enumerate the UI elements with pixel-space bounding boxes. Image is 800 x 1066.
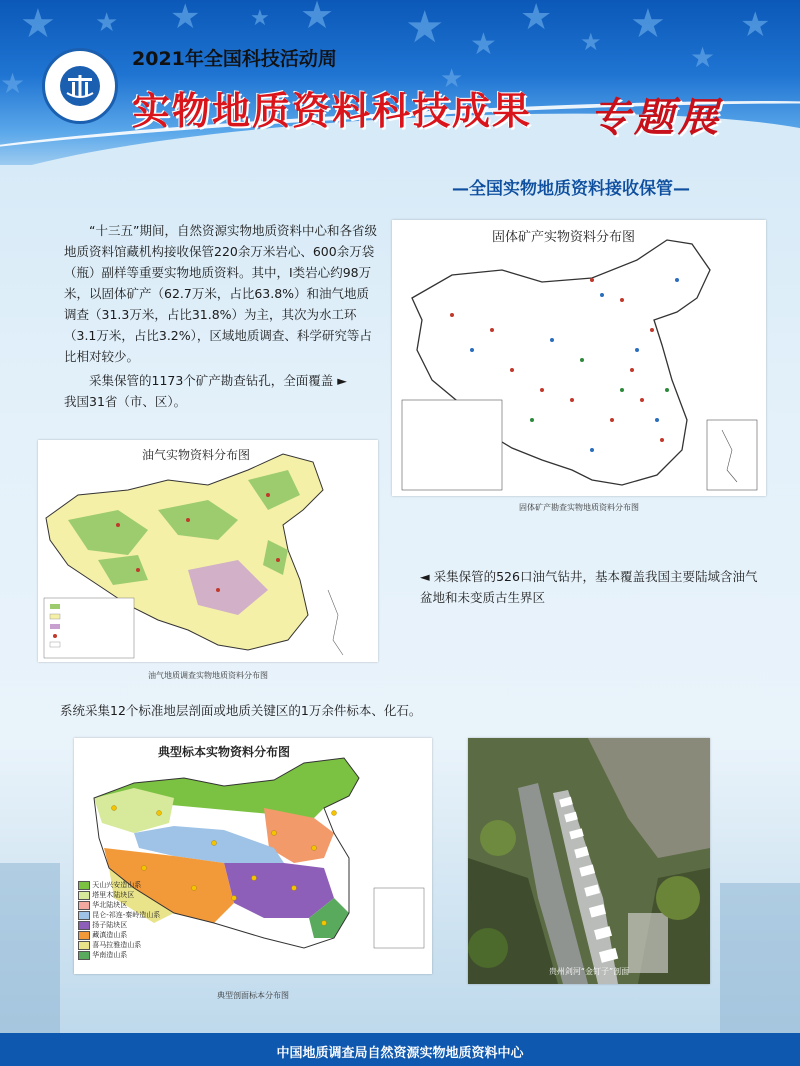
star-icon: ★ bbox=[690, 41, 716, 74]
legend-item: 华北陆块区 bbox=[78, 900, 127, 910]
star-icon: ★ bbox=[250, 6, 270, 31]
star-icon: ★ bbox=[170, 0, 201, 37]
star-icon: ★ bbox=[0, 67, 26, 100]
star-icon: ★ bbox=[740, 5, 771, 45]
star-icon: ★ bbox=[300, 0, 335, 37]
profiles-paragraph: 系统采集12个标准地层剖面或地质关键区的1万余件标本、化石。 bbox=[60, 703, 422, 718]
specimen-map-graphic bbox=[74, 738, 432, 974]
background-building bbox=[0, 863, 60, 1033]
header-banner bbox=[0, 0, 800, 165]
cgs-logo bbox=[42, 48, 118, 124]
oil-paragraph: ◄ 采集保管的526口油气钻井，基本覆盖我国主要陆域含油气盆地和未变质古生界区 bbox=[420, 569, 758, 605]
mineral-map bbox=[392, 220, 766, 496]
oil-map bbox=[38, 440, 378, 662]
oil-map-graphic bbox=[38, 440, 378, 662]
star-icon: ★ bbox=[520, 0, 553, 38]
star-icon: ★ bbox=[470, 27, 497, 62]
mineral-map-graphic bbox=[392, 220, 766, 496]
star-icon: ★ bbox=[95, 8, 119, 38]
legend-item: 昆仑-祁连-秦岭造山系 bbox=[78, 910, 160, 920]
legend-item: 藏滇造山系 bbox=[78, 930, 127, 940]
star-icon: ★ bbox=[630, 1, 666, 47]
legend-item: 塔里木陆块区 bbox=[78, 890, 134, 900]
background-building bbox=[720, 883, 800, 1033]
mineral-map-title: 固体矿产实物资料分布图 bbox=[492, 230, 636, 245]
legend-item: 喜马拉雅造山系 bbox=[78, 940, 141, 950]
legend-item: 天山兴安造山系 bbox=[78, 880, 141, 890]
oil-map-caption: 油气地质调查实物地质资料分布图 bbox=[148, 671, 268, 680]
specimen-map-title: 典型标本实物资料分布图 bbox=[158, 745, 291, 759]
logo-emblem bbox=[45, 51, 115, 121]
photo-caption: 贵州剑河“金钉子”剖面 bbox=[548, 967, 630, 976]
star-icon: ★ bbox=[405, 2, 445, 53]
profile-photo bbox=[468, 738, 710, 984]
intro-paragraph: “十三五”期间，自然资源实物地质资料中心和各省级地质资料馆藏机构接收保管220余万米岩心、600余万袋（瓶）副样等重要实物地质资料。其中，Ⅰ类岩心约98万米，以固体矿产（62.7万米，占比63.8%）和油气地质调查（31.3万米，占比31.8%）为主，其次为水工环（3.1万米，占比3.2%），区域地质调查、科学研究等占比相对较少。 bbox=[64, 223, 377, 364]
footer-bar bbox=[0, 1033, 800, 1066]
star-icon: ★ bbox=[440, 64, 464, 94]
event-subtitle: 2021年全国科技活动周 bbox=[132, 48, 337, 70]
star-icon: ★ bbox=[20, 1, 56, 47]
profile-photo-graphic bbox=[468, 738, 710, 984]
section-title: —全国实物地质资料接收保管— bbox=[452, 179, 690, 199]
legend-item: 扬子陆块区 bbox=[78, 920, 127, 930]
legend-item: 华南造山系 bbox=[78, 950, 127, 960]
oil-map-title: 油气实物资料分布图 bbox=[142, 448, 251, 462]
page-title: 实物地质资料科技成果 bbox=[132, 89, 533, 133]
footer-org: 中国地质调查局自然资源实物地质资料中心 bbox=[276, 1046, 524, 1061]
drill-paragraph: 采集保管的1173个矿产勘查钻孔，全面覆盖 ► 我国31省（市、区）。 bbox=[64, 373, 347, 409]
star-icon: ★ bbox=[580, 28, 602, 56]
special-exhibit-label: 专题展 bbox=[590, 94, 722, 141]
specimen-map bbox=[74, 738, 432, 974]
specimen-map-caption: 典型剖面标本分布图 bbox=[217, 991, 289, 1000]
mineral-map-caption: 固体矿产勘查实物地质资料分布图 bbox=[519, 503, 639, 512]
